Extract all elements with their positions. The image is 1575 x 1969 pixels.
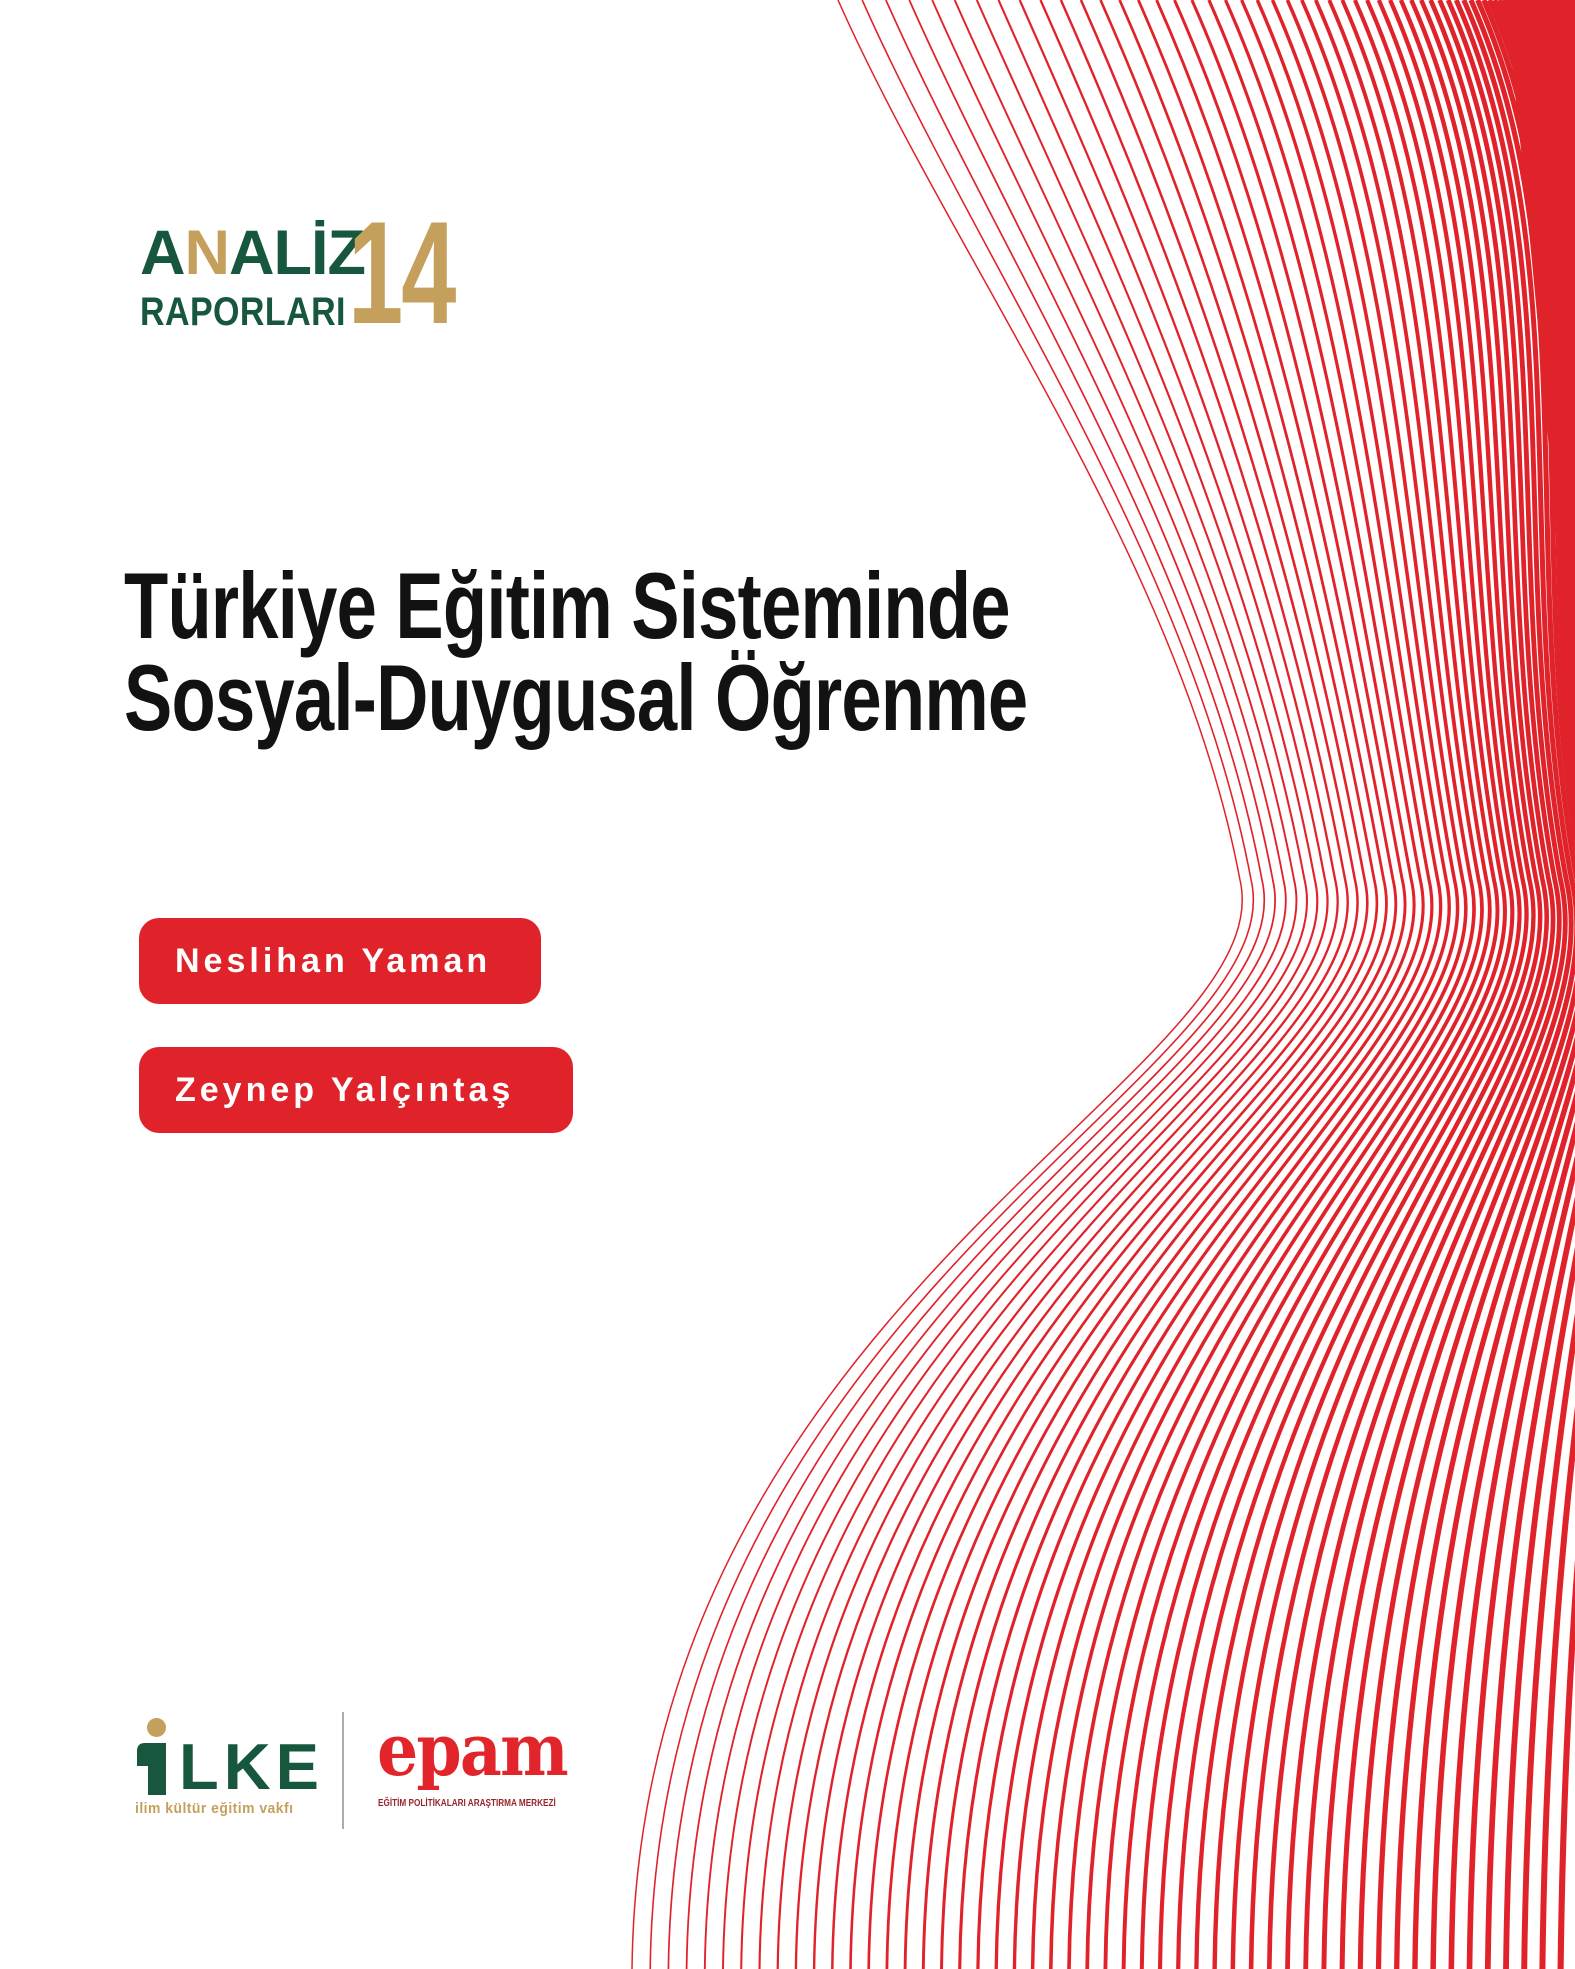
logo-divider: [342, 1712, 344, 1829]
author-badge: [139, 1047, 573, 1133]
epam-logo: [377, 1707, 607, 1824]
series-word-part3: ALİZ: [229, 218, 365, 288]
epam-tagline: EĞİTİM POLİTİKALARI ARAŞTIRMA MERKEZİ: [378, 1797, 556, 1809]
series-word-gold-letter: N: [184, 218, 229, 288]
ilke-tagline: ilim kültür eğitim vakfı: [135, 1800, 294, 1817]
ilke-gold-dot-icon: [147, 1718, 166, 1737]
author-name: Neslihan Yaman: [175, 941, 492, 980]
series-subtitle: RAPORLARI: [140, 290, 346, 334]
author-name: Zeynep Yalçıntaş: [175, 1070, 515, 1109]
author-badge: [139, 918, 541, 1004]
ilke-letters: LKE: [179, 1730, 324, 1803]
page-title: [124, 553, 1297, 750]
ilke-i-glyph-icon: [137, 1743, 167, 1795]
epam-wordmark: epam: [377, 1707, 567, 1792]
series-badge: [140, 218, 382, 334]
series-word: [140, 218, 382, 288]
series-word-part1: A: [140, 218, 185, 288]
ilke-logo: [135, 1716, 345, 1826]
title-line-1: Türkiye Eğitim Sisteminde: [124, 553, 1010, 658]
title-line-2: Sosyal-Duygusal Öğrenme: [124, 645, 1028, 750]
issue-number: 14: [348, 191, 455, 354]
